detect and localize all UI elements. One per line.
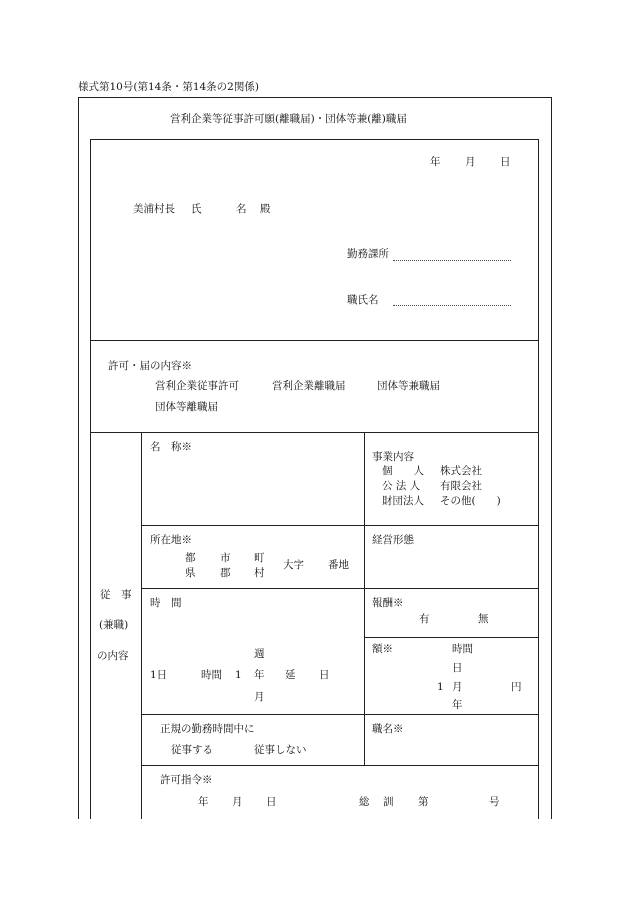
time-nichi: 日 <box>319 669 330 681</box>
amount-nen: 年 <box>452 699 463 711</box>
grid-row-divider-5 <box>141 765 538 766</box>
amount-tsuki: 月 <box>452 681 463 693</box>
content-option-4[interactable]: 団体等離職届 <box>155 401 218 413</box>
amount-jikan: 時間 <box>452 643 473 655</box>
position-label: 職名※ <box>372 723 404 735</box>
duty-line: 正規の勤務時間中に <box>160 723 255 735</box>
addressee-dono: 殿 <box>260 203 271 215</box>
location-mura: 村 <box>254 567 265 579</box>
date-year: 年 <box>430 156 441 168</box>
business-left-1[interactable]: 個 人 <box>382 465 424 477</box>
duty-option-1[interactable]: 従事する <box>171 744 213 756</box>
inner-top-border <box>90 139 538 140</box>
grid-row-divider-1 <box>141 525 538 526</box>
permit-nen: 年 <box>198 796 209 808</box>
outer-left-border <box>78 97 79 819</box>
inner-left-border <box>90 139 91 819</box>
location-machi: 町 <box>254 552 265 564</box>
time-shu: 週 <box>254 648 265 660</box>
business-left-2[interactable]: 公 法 人 <box>382 480 421 492</box>
outer-top-border <box>78 97 551 98</box>
location-banchi: 番地 <box>328 559 349 571</box>
permit-dai: 第 <box>418 796 429 808</box>
form-title: 営利企業等従事許可願(離職届)・団体等兼(離)職届 <box>170 113 407 125</box>
time-label: 時 間 <box>150 597 182 609</box>
time-nen: 年 <box>254 669 265 681</box>
business-left-3[interactable]: 財団法人 <box>382 495 424 507</box>
time-one: 1 <box>235 669 242 681</box>
content-option-2[interactable]: 営利企業離職届 <box>272 380 346 392</box>
amount-nichi: 日 <box>452 662 463 674</box>
reward-no[interactable]: 無 <box>478 613 489 625</box>
side-label-line1: 従 事 <box>100 589 132 601</box>
dept-label: 勤務課所 <box>347 248 389 260</box>
side-label-line2: (兼職) <box>99 619 129 631</box>
permit-label: 許可指令※ <box>160 774 213 786</box>
grid-right-divider-3 <box>364 637 538 638</box>
permit-nichi: 日 <box>266 796 277 808</box>
reward-label: 報酬※ <box>372 597 404 609</box>
permit-kun: 訓 <box>383 796 394 808</box>
business-right-3[interactable]: その他( ) <box>440 495 501 507</box>
addressee-office: 美浦村長 <box>133 203 175 215</box>
dept-field[interactable] <box>393 260 511 261</box>
outer-right-border <box>551 97 552 819</box>
grid-top-divider <box>90 432 538 433</box>
grid-row-divider-4 <box>141 714 538 715</box>
permit-go: 号 <box>489 796 500 808</box>
amount-yen: 円 <box>511 681 522 693</box>
content-option-1[interactable]: 営利企業従事許可 <box>155 380 239 392</box>
location-gun: 郡 <box>220 567 231 579</box>
date-day: 日 <box>500 156 511 168</box>
content-top-divider <box>90 340 538 341</box>
business-right-2[interactable]: 有限会社 <box>440 480 482 492</box>
grid-row-divider-2 <box>141 588 538 589</box>
location-label: 所在地※ <box>150 534 192 546</box>
name-label: 職氏名 <box>347 294 379 306</box>
addressee-mei: 名 <box>236 203 247 215</box>
time-jikan: 時間 <box>201 669 222 681</box>
permit-tsuki: 月 <box>232 796 243 808</box>
time-nobe: 延 <box>285 669 296 681</box>
duty-option-2[interactable]: 従事しない <box>254 744 307 756</box>
grid-left-column-divider <box>141 432 142 819</box>
content-option-3[interactable]: 団体等兼職届 <box>377 380 440 392</box>
inner-right-border <box>538 139 539 819</box>
content-label: 許可・届の内容※ <box>108 360 192 372</box>
addressee-shi: 氏 <box>191 203 202 215</box>
time-ichinichi: 1日 <box>150 669 168 681</box>
date-month: 月 <box>465 156 476 168</box>
side-label-line3: の内容 <box>97 650 129 662</box>
location-oaza: 大字 <box>283 559 304 571</box>
form-label: 様式第10号(第14条・第14条の2関係) <box>78 81 259 93</box>
org-name-label: 名 称※ <box>150 441 192 453</box>
management-label: 経営形態 <box>372 534 414 546</box>
amount-label: 額※ <box>372 643 393 655</box>
grid-middle-divider <box>364 432 365 765</box>
location-shi: 市 <box>220 552 231 564</box>
location-ken: 県 <box>185 567 196 579</box>
amount-one: 1 <box>437 681 444 693</box>
time-tsuki: 月 <box>254 691 265 703</box>
reward-yes[interactable]: 有 <box>419 613 430 625</box>
business-label: 事業内容 <box>372 451 414 463</box>
location-to: 都 <box>185 552 196 564</box>
name-field[interactable] <box>393 305 511 306</box>
business-right-1[interactable]: 株式会社 <box>440 465 482 477</box>
permit-so: 総 <box>359 796 370 808</box>
